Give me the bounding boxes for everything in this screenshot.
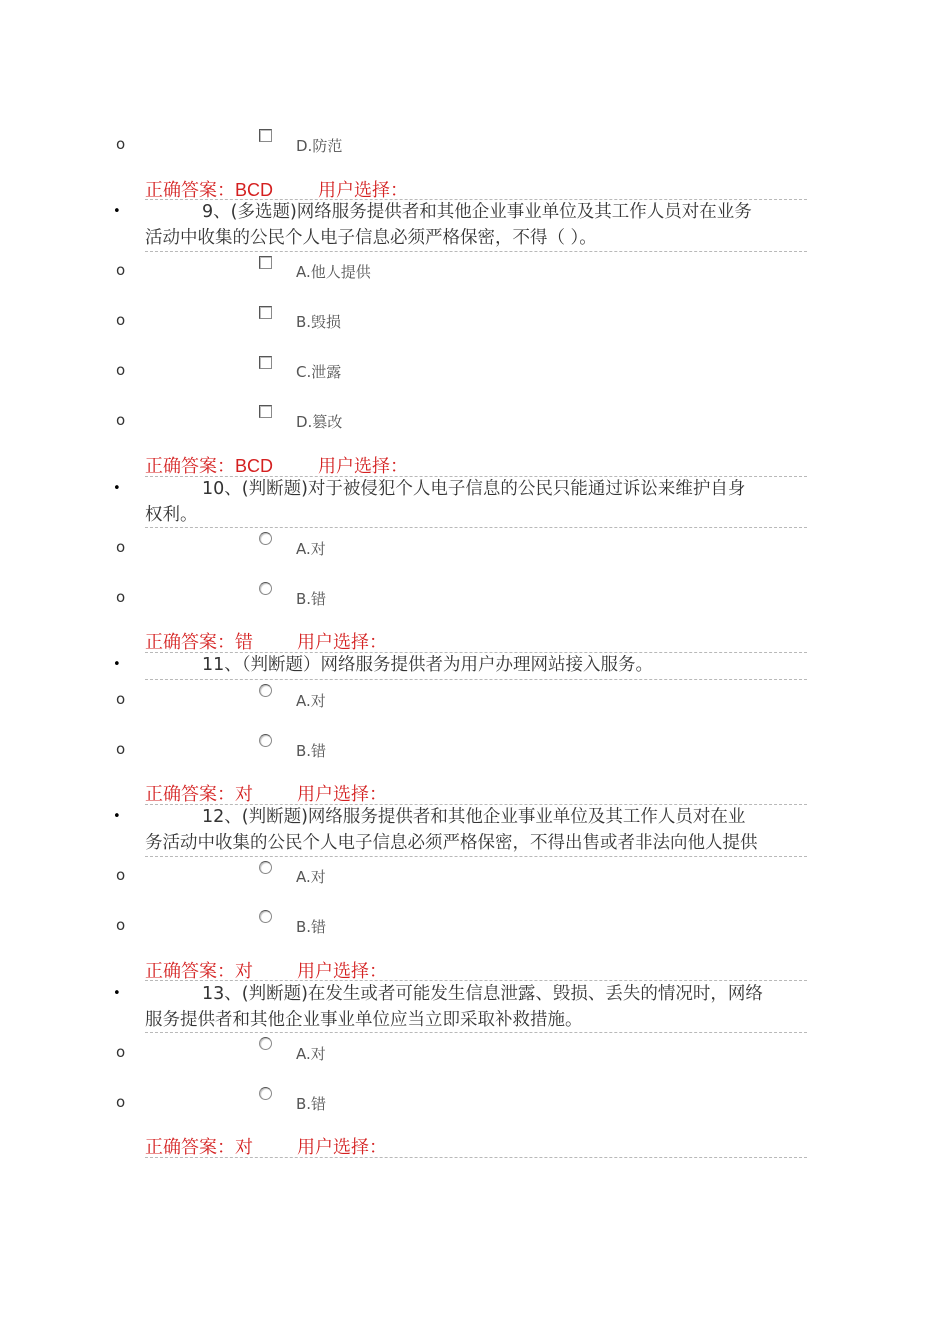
correct-answer-row bbox=[145, 628, 387, 654]
correct-answer-row bbox=[145, 452, 408, 478]
correct-answer-label: 正确答案： bbox=[145, 961, 235, 982]
option-b-label: B.错 bbox=[296, 590, 327, 608]
question-13-line-2: 服务提供者和其他企业事业单位应当立即采取补救措施。 bbox=[145, 1010, 583, 1030]
user-choice-label: 用户选择： bbox=[297, 632, 387, 653]
correct-answer-row bbox=[145, 1133, 387, 1159]
divider bbox=[145, 251, 807, 252]
option-a-label: A.对 bbox=[296, 1045, 326, 1063]
option-b-checkbox[interactable] bbox=[259, 306, 272, 319]
option-a-label: A.对 bbox=[296, 540, 326, 558]
correct-answer-value: BCD bbox=[235, 456, 274, 476]
correct-answer-value: 对 bbox=[235, 784, 253, 805]
divider bbox=[145, 679, 807, 680]
user-choice-label: 用户选择： bbox=[318, 456, 408, 477]
option-c-label: C.泄露 bbox=[296, 363, 342, 381]
question-9-line-1: 9、(多选题)网络服务提供者和其他企业事业单位及其工作人员对在业务 bbox=[202, 202, 752, 222]
option-d-label: D.篡改 bbox=[296, 413, 343, 431]
option-b-label: B.错 bbox=[296, 742, 327, 760]
correct-answer-value: 错 bbox=[235, 632, 253, 653]
user-choice-label: 用户选择： bbox=[297, 961, 387, 982]
option-a-radio[interactable] bbox=[259, 1037, 272, 1050]
correct-answer-value: 对 bbox=[235, 961, 253, 982]
list-marker: o bbox=[116, 411, 126, 429]
list-marker: o bbox=[116, 1043, 126, 1061]
user-choice-label: 用户选择： bbox=[318, 180, 408, 201]
user-choice-label: 用户选择： bbox=[297, 1137, 387, 1158]
divider bbox=[145, 856, 807, 857]
option-d-label: D.防范 bbox=[296, 137, 343, 155]
list-marker: o bbox=[116, 538, 126, 556]
question-bullet: • bbox=[113, 204, 121, 219]
option-b-radio[interactable] bbox=[259, 582, 272, 595]
option-a-label: A.他人提供 bbox=[296, 263, 371, 281]
option-d-checkbox[interactable] bbox=[259, 405, 272, 418]
question-11-line-1: 11、（判断题）网络服务提供者为用户办理网站接入服务。 bbox=[202, 655, 654, 675]
list-marker: o bbox=[116, 261, 126, 279]
question-12-line-1: 12、(判断题)网络服务提供者和其他企业事业单位及其工作人员对在业 bbox=[202, 807, 746, 827]
user-choice-label: 用户选择： bbox=[297, 784, 387, 805]
option-b-radio[interactable] bbox=[259, 734, 272, 747]
list-marker: o bbox=[116, 588, 126, 606]
option-b-label: B.毁损 bbox=[296, 313, 342, 331]
divider bbox=[145, 527, 807, 528]
question-bullet: • bbox=[113, 481, 121, 496]
question-13-line-1: 13、(判断题)在发生或者可能发生信息泄露、毁损、丢失的情况时，网络 bbox=[202, 984, 763, 1004]
correct-answer-label: 正确答案： bbox=[145, 632, 235, 653]
option-b-label: B.错 bbox=[296, 1095, 327, 1113]
divider bbox=[145, 1032, 807, 1033]
list-marker: o bbox=[116, 866, 126, 884]
question-bullet: • bbox=[113, 809, 121, 824]
correct-answer-label: 正确答案： bbox=[145, 456, 235, 477]
question-12-line-2: 务活动中收集的公民个人电子信息必须严格保密，不得出售或者非法向他人提供 bbox=[145, 833, 758, 853]
list-marker: o bbox=[116, 1093, 126, 1111]
option-b-label: B.错 bbox=[296, 918, 327, 936]
correct-answer-label: 正确答案： bbox=[145, 1137, 235, 1158]
list-marker: o bbox=[116, 690, 126, 708]
question-bullet: • bbox=[113, 986, 121, 1001]
option-b-radio[interactable] bbox=[259, 910, 272, 923]
option-c-checkbox[interactable] bbox=[259, 356, 272, 369]
option-a-label: A.对 bbox=[296, 692, 326, 710]
question-10-line-2: 权利。 bbox=[145, 505, 198, 525]
option-a-checkbox[interactable] bbox=[259, 256, 272, 269]
list-marker: o bbox=[116, 916, 126, 934]
list-marker: o bbox=[116, 135, 126, 153]
question-9-line-2: 活动中收集的公民个人电子信息必须严格保密，不得（ ）。 bbox=[145, 228, 597, 248]
list-marker: o bbox=[116, 361, 126, 379]
correct-answer-label: 正确答案： bbox=[145, 180, 235, 201]
correct-answer-label: 正确答案： bbox=[145, 784, 235, 805]
option-a-radio[interactable] bbox=[259, 532, 272, 545]
correct-answer-value: BCD bbox=[235, 180, 274, 200]
option-d-checkbox[interactable] bbox=[259, 129, 272, 142]
correct-answer-row bbox=[145, 780, 387, 806]
question-bullet: • bbox=[113, 657, 121, 672]
option-a-radio[interactable] bbox=[259, 861, 272, 874]
question-10-line-1: 10、(判断题)对于被侵犯个人电子信息的公民只能通过诉讼来维护自身 bbox=[202, 479, 746, 499]
option-a-radio[interactable] bbox=[259, 684, 272, 697]
list-marker: o bbox=[116, 740, 126, 758]
option-b-radio[interactable] bbox=[259, 1087, 272, 1100]
option-a-label: A.对 bbox=[296, 868, 326, 886]
divider bbox=[145, 1157, 807, 1158]
correct-answer-value: 对 bbox=[235, 1137, 253, 1158]
list-marker: o bbox=[116, 311, 126, 329]
